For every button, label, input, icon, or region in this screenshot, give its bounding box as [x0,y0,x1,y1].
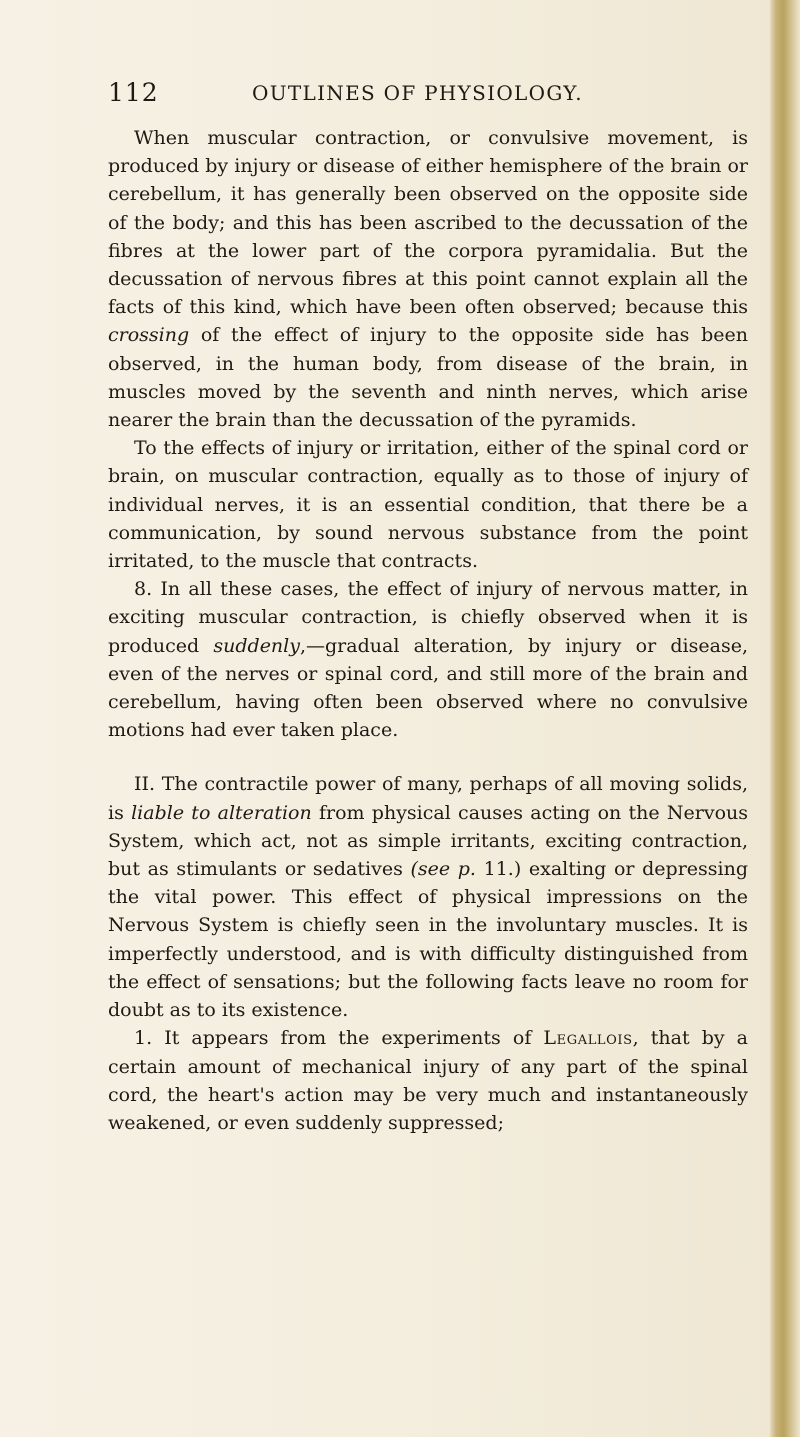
paragraph-section-8 [108,575,748,744]
paragraph-legallois [108,1024,748,1137]
text-run: , that by a certain amount of mechanical injury of any part of the spinal cord, the heart's action may be very much and instantaneously weakened, or even suddenly suppressed; [108,1027,748,1134]
paragraph-communication [108,434,748,575]
italic-run: liable to alteration [131,801,312,824]
text-run: of the effect of injury to the opposite side has been observed, in the human body, from disease of the brain, in muscles moved by the seventh and ninth nerves, which arise nearer the brain than the decussation of the pyramids. [108,324,748,432]
page-number: 112 [108,78,159,107]
page-header [108,78,748,108]
text-run: from physical causes acting on the Nervous System, which act, not as simple irritants, exciting contraction, but as stimulants or sedatives [108,801,748,881]
text-run: ,—gradual alteration, by injury or disease, even of the nerves or spinal cord, and still more of the brain and cerebellum, having often been observed where no convulsive motions had ever taken place. [108,634,748,742]
paragraph-decussation [108,124,748,434]
text-run: To the effects of injury or irritation, either of the spinal cord or brain, on muscular contraction, equally as to those of injury of individual nerves, it is an essential condition, that there be a communication, by sound nervous substance from the point irritated, to the muscle that contracts. [108,437,748,573]
text-run: When muscular contraction, or convulsive movement, is produced by injury or disease of either hemisphere of the brain or cerebellum, it has generally been observed on the opposite side of the body; and this has been ascribed to the decussation of the fibres at the lower part of the corpora pyramidalia. But the decussation of nervous fibres at this point cannot explain all the facts of this kind, which have been often observed; because this [108,127,748,319]
text-run: 8. In all these cases, the effect of injury of nervous matter, in exciting muscular contraction, is chiefly observed when it is produced [108,578,748,657]
text-run: 11.) exalting or depressing the vital power. This effect of physical impressions on the Nervous System is chiefly seen in the involuntary muscles. It is imperfectly understood, and is with difficulty distinguished from the effect of sensations; but the following facts leave no room for doubt as to its existence. [108,858,748,1022]
text-run: 1. It appears from the experiments of [134,1027,544,1050]
text-run: II. The contractile power of many, perhaps of all moving solids, is [108,773,748,824]
body-text [108,124,748,1137]
page-edge [770,0,800,1437]
italic-run: (see p. [410,858,476,881]
italic-run: suddenly [213,634,300,657]
paragraph-section-II [108,770,748,1024]
small-caps-name: Legallois [543,1027,633,1050]
italic-run: crossing [108,324,190,347]
running-title: OUTLINES OF PHYSIOLOGY. [252,81,583,105]
